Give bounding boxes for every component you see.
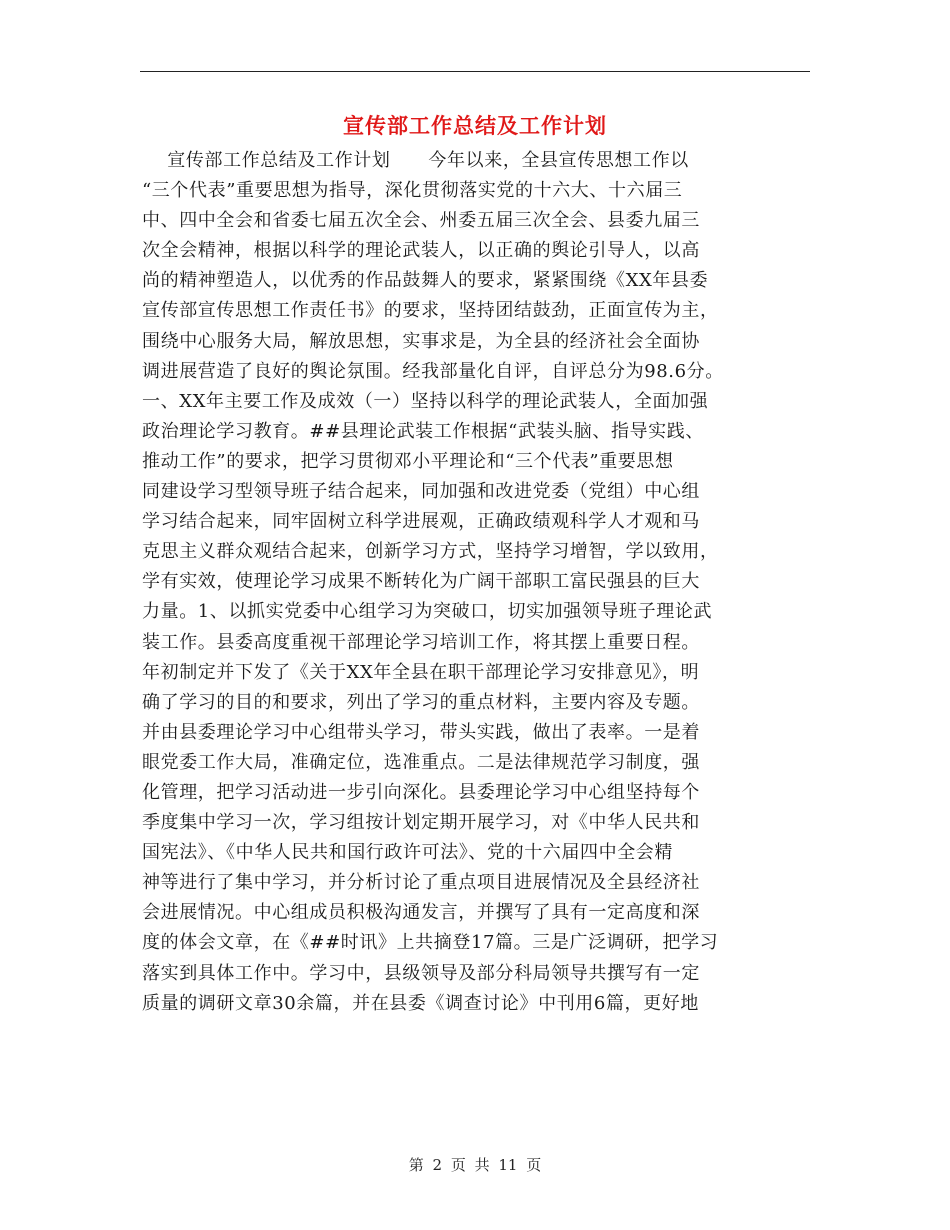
body-line: 化管理，把学习活动进一步引向深化。县委理论学习中心组坚持每个 (142, 781, 700, 803)
body-line: 并由县委理论学习中心组带头学习，带头实践，做出了表率。一是着 (142, 721, 700, 743)
body-line: 克思主义群众观结合起来，创新学习方式，坚持学习增智，学以致用， (142, 541, 719, 563)
body-line: 会进展情况。中心组成员积极沟通发言，并撰写了具有一定高度和深 (142, 902, 700, 924)
body-line: 季度集中学习一次，学习组按计划定期开展学习，对《中华人民共和 (142, 812, 700, 834)
body-line: 调进展营造了良好的舆论氛围。经我部量化自评，自评总分为98.6分。 (142, 360, 724, 382)
body-line: “三个代表”重要思想为指导，深化贯彻落实党的十六大、十六届三 (142, 180, 683, 202)
body-line: 围绕中心服务大局，解放思想，实事求是，为全县的经济社会全面协 (142, 330, 700, 352)
body-line: 次全会精神，根据以科学的理论武装人，以正确的舆论引导人，以高 (142, 240, 700, 262)
body-line: 力量。1、以抓实党委中心组学习为突破口，切实加强领导班子理论武 (142, 601, 713, 623)
body-line: 装工作。县委高度重视干部理论学习培训工作，将其摆上重要日程。 (142, 631, 700, 653)
document-title: 宣传部工作总结及工作计划 (343, 113, 607, 138)
body-line: 质量的调研文章30余篇，并在县委《调查讨论》中刊用6篇，更好地 (142, 992, 699, 1014)
body-line: 学有实效，使理论学习成果不断转化为广阔干部职工富民强县的巨大 (142, 571, 700, 593)
page-number: 第 2 页 共 11 页 (408, 1156, 542, 1174)
body-line: 政治理论学习教育。##县理论武装工作根据“武装头脑、指导实践、 (142, 420, 704, 442)
body-line: 神等进行了集中学习，并分析讨论了重点项目进展情况及全县经济社 (142, 872, 700, 894)
body-line: 宣传部宣传思想工作责任书》的要求，坚持团结鼓劲，正面宣传为主， (142, 300, 719, 322)
body-line: 眼党委工作大局，准确定位，选准重点。二是法律规范学习制度，强 (142, 751, 700, 773)
body-line: 中、四中全会和省委七届五次全会、州委五届三次全会、县委九届三 (142, 210, 700, 232)
body-line: 国宪法》、《中华人民共和国行政许可法》、党的十六届四中全会精 (142, 842, 673, 864)
body-line: 同建设学习型领导班子结合起来，同加强和改进党委（党组）中心组 (142, 481, 700, 503)
body-line: 一、XX年主要工作及成效（一）坚持以科学的理论武装人，全面加强 (142, 390, 709, 412)
body-line: 学习结合起来，同牢固树立科学进展观，正确政绩观科学人才观和马 (142, 511, 700, 533)
header-rule (140, 71, 810, 72)
body-line: 宣传部工作总结及工作计划 今年以来，全县宣传思想工作以 (142, 150, 689, 171)
body-line: 尚的精神塑造人，以优秀的作品鼓舞人的要求，紧紧围绕《XX年县委 (142, 270, 709, 292)
body-line: 年初制定并下发了《关于XX年全县在职干部理论学习安排意见》，明 (142, 661, 700, 683)
document-body (142, 146, 724, 1019)
body-line: 确了学习的目的和要求，列出了学习的重点材料，主要内容及专题。 (142, 691, 700, 713)
body-line: 落实到具体工作中。学习中，县级领导及部分科局领导共撰写有一定 (142, 962, 700, 984)
body-line: 度的体会文章，在《##时讯》上共摘登17篇。三是广泛调研，把学习 (142, 932, 719, 954)
body-line: 推动工作”的要求，把学习贯彻邓小平理论和“三个代表”重要思想 (142, 450, 674, 472)
